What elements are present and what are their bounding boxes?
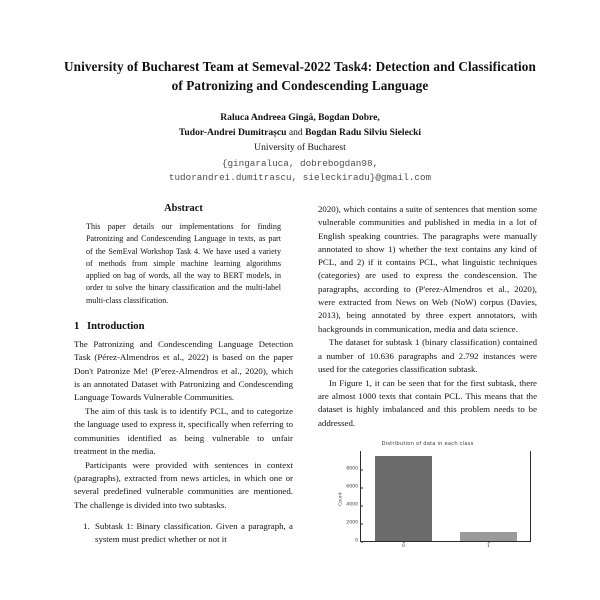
intro-paragraph-1: The Patronizing and Condescending Language Detection Task (Pérez-Almendros et al., 2022) is based on the paper Don't Patronize Me! (P'erez-Almendros et al., 2020), which is an annotated Dataset with Patronizing and Condescending Language Towards Vulnerable Communities.	[74, 339, 293, 403]
chart-y-axis-label: Count	[338, 492, 344, 506]
section-heading-introduction	[74, 321, 293, 332]
body-columns	[0, 203, 600, 600]
email-line-2: tudorandrei.dumitrascu, sieleckiradu}@gmail.com	[168, 171, 432, 183]
right-paragraph-dataset: The dataset for subtask 1 (binary classification) contained a number of 10.636 paragraphs and 2.792 instances were used for the categories classification subtask.	[318, 337, 537, 375]
chart-y-tick-label: 8000	[346, 467, 361, 472]
section-title: Introduction	[87, 321, 145, 333]
figure-1	[318, 440, 537, 558]
title-block	[0, 0, 600, 185]
author-line-1: Raluca Andreea Gîngă, Bogdan Dobre,	[220, 112, 380, 124]
abstract-text: This paper details our implementations for finding Patronizing and Condescending Language in texts, as part of the SemEval Workshop Task 4. We have used a variety of methods from simple machine learning algorithms applied on bag of words, all the way to BERT models, in order to solve the binary classification and the multi-label multi-class classification.	[86, 222, 281, 305]
left-column	[74, 203, 293, 600]
right-paragraph-figure: In Figure 1, it can be seen that for the first subtask, there are almost 1000 texts that contain PCL. This means that the dataset is highly imbalanced and this problem needs to be addressed.	[318, 377, 537, 428]
chart-y-tick-label: 4000	[346, 503, 361, 508]
chart-y-tick-label: 2000	[346, 521, 361, 526]
subtask-list	[74, 520, 293, 547]
affiliation: University of Bucharest	[254, 141, 346, 153]
author-name-sielecki: Bogdan Radu Silviu Sielecki	[305, 126, 422, 138]
chart-title: Distribution of data in each class	[381, 441, 474, 448]
list-item: 1. Subtask 1: Binary classification. Given a paragraph, a system must predict whether or not it	[92, 520, 293, 547]
chart-bars	[361, 451, 531, 541]
abstract-heading: Abstract	[164, 203, 203, 214]
email-line-1: {gingaraluca, dobrebogdan98,	[221, 158, 379, 170]
right-paragraph-continued: 2020), which contains a suite of sentences that mention some vulnerable communities and published in media in a lot of English speaking countries. The paragraphs were manually annotated to show 1) whether the text contains any kind of PCL, and 2) if it contains PCL, what linguistic techniques (categories) are used to express the condescension. The paragraphs, according to (P'erez-Almendros et al., 2020), were extracted from News on Web (NoW) corpus (Davies, 2013), being annotated by three expert annotators, with backgrounds in communication, media and data science.	[318, 204, 537, 334]
chart-plot-area	[346, 451, 531, 549]
page-title: University of Bucharest Team at Semeval-2022 Task4: Detection and Classification of Patronizing and Condescending Language	[64, 59, 536, 93]
author-name-dumitrascu: Tudor-Andrei Dumitrașcu	[178, 126, 287, 138]
author-emails	[62, 157, 538, 185]
right-column	[318, 203, 537, 600]
author-conjunction: and	[288, 126, 303, 138]
chart-bar-class-0	[375, 456, 431, 541]
bar-chart	[318, 440, 537, 558]
intro-paragraph-3: Participants were provided with sentences in context (paragraphs), extracted from news articles, in which one or several predefined vulnerable communities are mentioned. The challenge is divided into two subtasks.	[74, 459, 293, 510]
chart-y-tick-label: 0	[355, 539, 361, 544]
chart-x-tick-label: 0	[402, 543, 405, 549]
author-line-2	[62, 126, 538, 140]
author-block	[62, 111, 538, 184]
chart-x-tick-label: 1	[487, 543, 490, 549]
section-number: 1	[74, 321, 80, 333]
intro-paragraph-2: The aim of this task is to identify PCL, and to categorize the language used to express it, specifically when referring to communities identified as being vulnerable to unfair treatment in the media.	[74, 406, 293, 456]
chart-bar-class-1	[460, 532, 516, 541]
chart-y-tick-label: 6000	[346, 485, 361, 490]
